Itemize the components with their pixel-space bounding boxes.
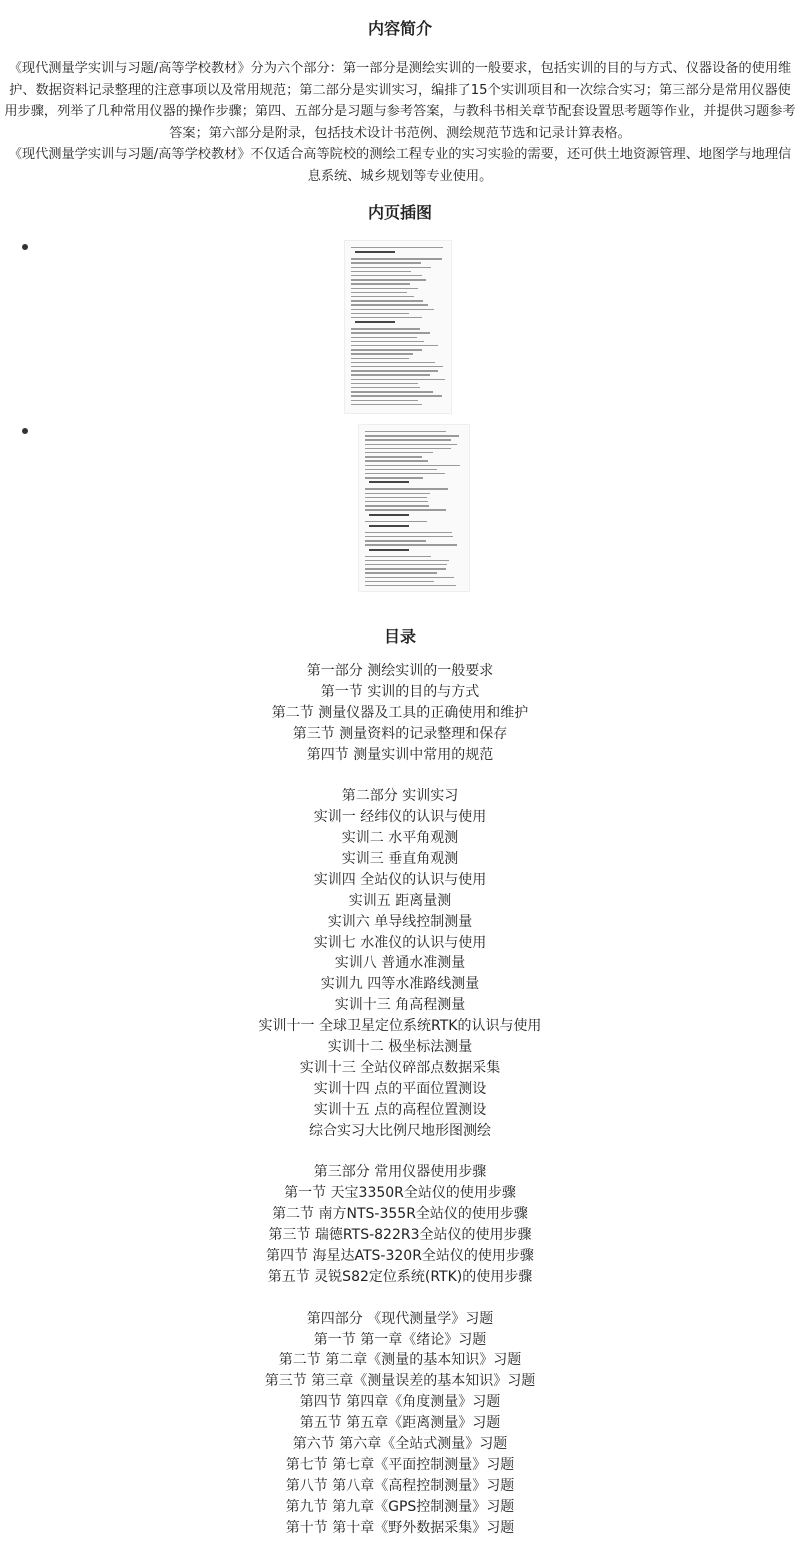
thumbnail-text-line — [365, 435, 459, 436]
thumbnail-text-line — [351, 374, 430, 375]
thumbnail-text-line — [365, 568, 446, 569]
toc-entry: 实训十三 全站仪碎部点数据采集 — [299, 1059, 501, 1076]
thumbnail-text-line — [351, 258, 442, 259]
thumbnail-text-line — [365, 465, 460, 466]
toc-entry: 实训十五 点的高程位置测设 — [313, 1101, 487, 1118]
intro-heading: 内容简介 — [367, 19, 432, 38]
toc-entry: 第三节 测量资料的记录整理和保存 — [292, 725, 508, 742]
toc-spacer — [0, 765, 800, 786]
toc-part-title: 第一部分 测绘实训的一般要求 — [306, 663, 494, 679]
thumbnail-text-line — [351, 332, 430, 333]
toc-entry: 实训四 全站仪的认识与使用 — [313, 871, 487, 888]
toc-entry: 实训六 单导线控制测量 — [327, 913, 473, 930]
thumbnail-text-line — [365, 452, 433, 453]
toc-entry: 第四节 第四章《角度测量》习题 — [299, 1394, 501, 1411]
thumbnail-text-line — [365, 572, 437, 573]
toc-entry: 实训十四 点的平面位置测设 — [313, 1080, 487, 1097]
thumbnail-text-line — [351, 292, 407, 293]
toc-entry: 实训八 普通水准测量 — [334, 955, 466, 972]
toc-entry: 实训三 垂直角观测 — [341, 851, 459, 868]
thumbnail-text-line — [351, 328, 420, 329]
thumbnail-text-line — [365, 581, 434, 582]
thumbnail-text-line — [369, 549, 409, 551]
thumbnail-text-line — [351, 313, 409, 314]
illustrations-heading: 内页插图 — [367, 203, 432, 222]
toc-entry: 实训十三 角高程测量 — [334, 997, 466, 1014]
thumbnail-text-line — [365, 477, 423, 478]
thumbnail-text-line — [351, 400, 418, 401]
thumbnail-text-line — [365, 473, 445, 474]
toc-entry: 第二节 测量仪器及工具的正确使用和维护 — [271, 704, 529, 721]
thumbnail-text-line — [355, 321, 395, 323]
thumbnail-text-line — [351, 275, 422, 276]
illustration-item — [0, 236, 800, 420]
thumbnail-text-line — [365, 488, 448, 489]
thumbnail-text-line — [355, 251, 395, 253]
thumbnail-text-line — [365, 585, 456, 586]
thumbnail-text-line — [365, 560, 449, 561]
toc-entry: 第一节 天宝3350R全站仪的使用步骤 — [284, 1185, 516, 1202]
thumbnail-text-line — [365, 577, 454, 578]
thumbnail-text-line — [351, 404, 422, 405]
thumbnail-text-line — [351, 296, 414, 297]
thumbnail-text-line — [351, 283, 410, 284]
thumbnail-text-line — [351, 358, 409, 359]
thumbnail-text-line — [365, 448, 451, 449]
thumbnail-text-line — [351, 362, 435, 363]
toc-entry: 实训七 水准仪的认识与使用 — [313, 934, 487, 951]
thumbnail-text-line — [365, 556, 431, 557]
toc-entry: 第四节 海星达ATS-320R全站仪的使用步骤 — [266, 1247, 534, 1264]
thumbnail-text-line — [365, 493, 430, 494]
intro-text — [4, 58, 796, 187]
thumbnail-text-line — [351, 349, 422, 350]
page-thumbnail-image[interactable] — [344, 240, 452, 414]
toc-heading: 目录 — [383, 627, 416, 646]
thumbnail-text-line — [365, 540, 426, 541]
toc-entry: 实训九 四等水准路线测量 — [320, 976, 480, 993]
toc-entry: 第五节 灵锐S82定位系统(RTK)的使用步骤 — [267, 1268, 533, 1285]
thumbnail-text-line — [351, 267, 431, 268]
thumbnail-text-line — [369, 481, 409, 483]
toc-entry: 第四节 测量实训中常用的规范 — [306, 746, 494, 763]
intro-paragraph: 《现代测量学实训与习题/高等学校教材》不仅适合高等院校的测绘工程专业的实习实验的需要，还可供土地资源管理、地图学与地理信息系统、城乡规划等专业使用。 — [8, 147, 792, 184]
thumbnail-text-line — [365, 469, 437, 470]
thumbnail-text-line — [351, 370, 438, 371]
toc-entry: 第二节 第二章《测量的基本知识》习题 — [278, 1352, 522, 1369]
thumbnail-text-line — [351, 309, 434, 310]
toc-entry: 实训十一 全球卫星定位系统RTK的认识与使用 — [258, 1018, 542, 1035]
thumbnail-text-line — [351, 271, 411, 272]
thumbnail-text-line — [365, 501, 428, 502]
thumbnail-text-line — [351, 353, 413, 354]
bullet-icon — [22, 428, 28, 434]
thumbnail-text-line — [365, 544, 457, 545]
thumbnail-text-line — [351, 383, 418, 384]
toc-entry: 实训二 水平角观测 — [341, 830, 459, 847]
thumbnail-text-line — [351, 337, 417, 338]
toc-spacer — [0, 1141, 800, 1162]
toc-entry: 实训十二 极坐标法测量 — [327, 1039, 473, 1056]
thumbnail-text-line — [351, 387, 420, 388]
thumbnail-text-line — [351, 341, 424, 342]
thumbnail-text-line — [351, 262, 421, 263]
toc-part-title: 第二部分 实训实习 — [341, 788, 459, 805]
thumbnail-text-line — [365, 444, 457, 445]
thumbnail-text-line — [351, 345, 438, 346]
thumbnail-text-line — [365, 521, 427, 522]
thumbnail-text-line — [365, 509, 446, 510]
thumbnail-text-line — [351, 279, 426, 280]
toc-entry: 第五节 第五章《距离测量》习题 — [299, 1415, 501, 1432]
toc-part-title: 第三部分 常用仪器使用步骤 — [313, 1164, 487, 1181]
toc-entry: 第一节 实训的目的与方式 — [320, 683, 480, 700]
thumbnail-text-line — [365, 431, 446, 432]
toc-entry: 实训一 经纬仪的认识与使用 — [313, 809, 487, 826]
thumbnail-text-line — [351, 395, 442, 396]
toc-entry: 第三节 第三章《测量误差的基本知识》习题 — [264, 1373, 536, 1390]
thumbnail-text-line — [351, 300, 423, 301]
toc-entry: 第七节 第七章《平面控制测量》习题 — [285, 1456, 515, 1473]
toc-entry: 实训五 距离量测 — [348, 892, 452, 909]
thumbnail-text-line — [351, 288, 418, 289]
thumbnail-text-line — [365, 439, 451, 440]
toc-entry: 第六节 第六章《全站式测量》习题 — [292, 1435, 508, 1452]
thumbnail-text-line — [365, 536, 453, 537]
thumbnail-text-line — [351, 247, 443, 248]
thumbnail-text-line — [351, 304, 428, 305]
illustration-item — [0, 420, 800, 596]
thumbnail-text-line — [365, 497, 427, 498]
toc-entry: 第十节 第十章《野外数据采集》习题 — [285, 1519, 515, 1536]
toc-spacer — [0, 1288, 800, 1309]
toc-entry: 第八节 第八章《高程控制测量》习题 — [285, 1477, 515, 1494]
thumbnail-text-line — [351, 379, 445, 380]
thumbnail-text-line — [351, 366, 443, 367]
thumbnail-text-line — [365, 532, 452, 533]
thumbnail-text-line — [369, 514, 409, 516]
toc-entry: 综合实习大比例尺地形图测绘 — [309, 1122, 491, 1139]
thumbnail-text-line — [351, 317, 422, 318]
toc-entry: 第三节 瑞德RTS-822R3全站仪的使用步骤 — [268, 1227, 532, 1244]
toc-entry: 第九节 第九章《GPS控制测量》习题 — [285, 1498, 515, 1515]
toc-part-title: 第四部分 《现代测量学》习题 — [306, 1310, 494, 1327]
thumbnail-text-line — [351, 391, 433, 392]
thumbnail-text-line — [369, 525, 409, 527]
thumbnail-text-line — [365, 505, 429, 506]
table-of-contents — [0, 661, 800, 1538]
toc-entry: 第二节 南方NTS-355R全站仪的使用步骤 — [272, 1206, 528, 1223]
toc-entry: 第一节 第一章《绪论》习题 — [313, 1331, 487, 1348]
thumbnail-text-line — [365, 564, 447, 565]
thumbnail-text-line — [365, 460, 428, 461]
page-thumbnail-image[interactable] — [358, 424, 470, 592]
thumbnail-text-line — [365, 456, 422, 457]
intro-paragraph: 《现代测量学实训与习题/高等学校教材》分为六个部分：第一部分是测绘实训的一般要求，包括实训的目的与方式、仪器设备的使用维护、数据资料记录整理的注意事项以及常用规范；第二部分是实训实习，编排了15个实训项目和一次综合实习；第三部分是常用仪器使用步骤，列举了几种常用仪器的操作步骤；第四、五部分是习题与参考答案，与教科书相关章节配套设置思考题等作业，并提供习题参考答案；第六部分是附录，包括技术设计书范例、测绘规范节选和记录计算表格。 — [4, 61, 796, 141]
illustration-list — [0, 236, 800, 596]
bullet-icon — [22, 244, 28, 250]
